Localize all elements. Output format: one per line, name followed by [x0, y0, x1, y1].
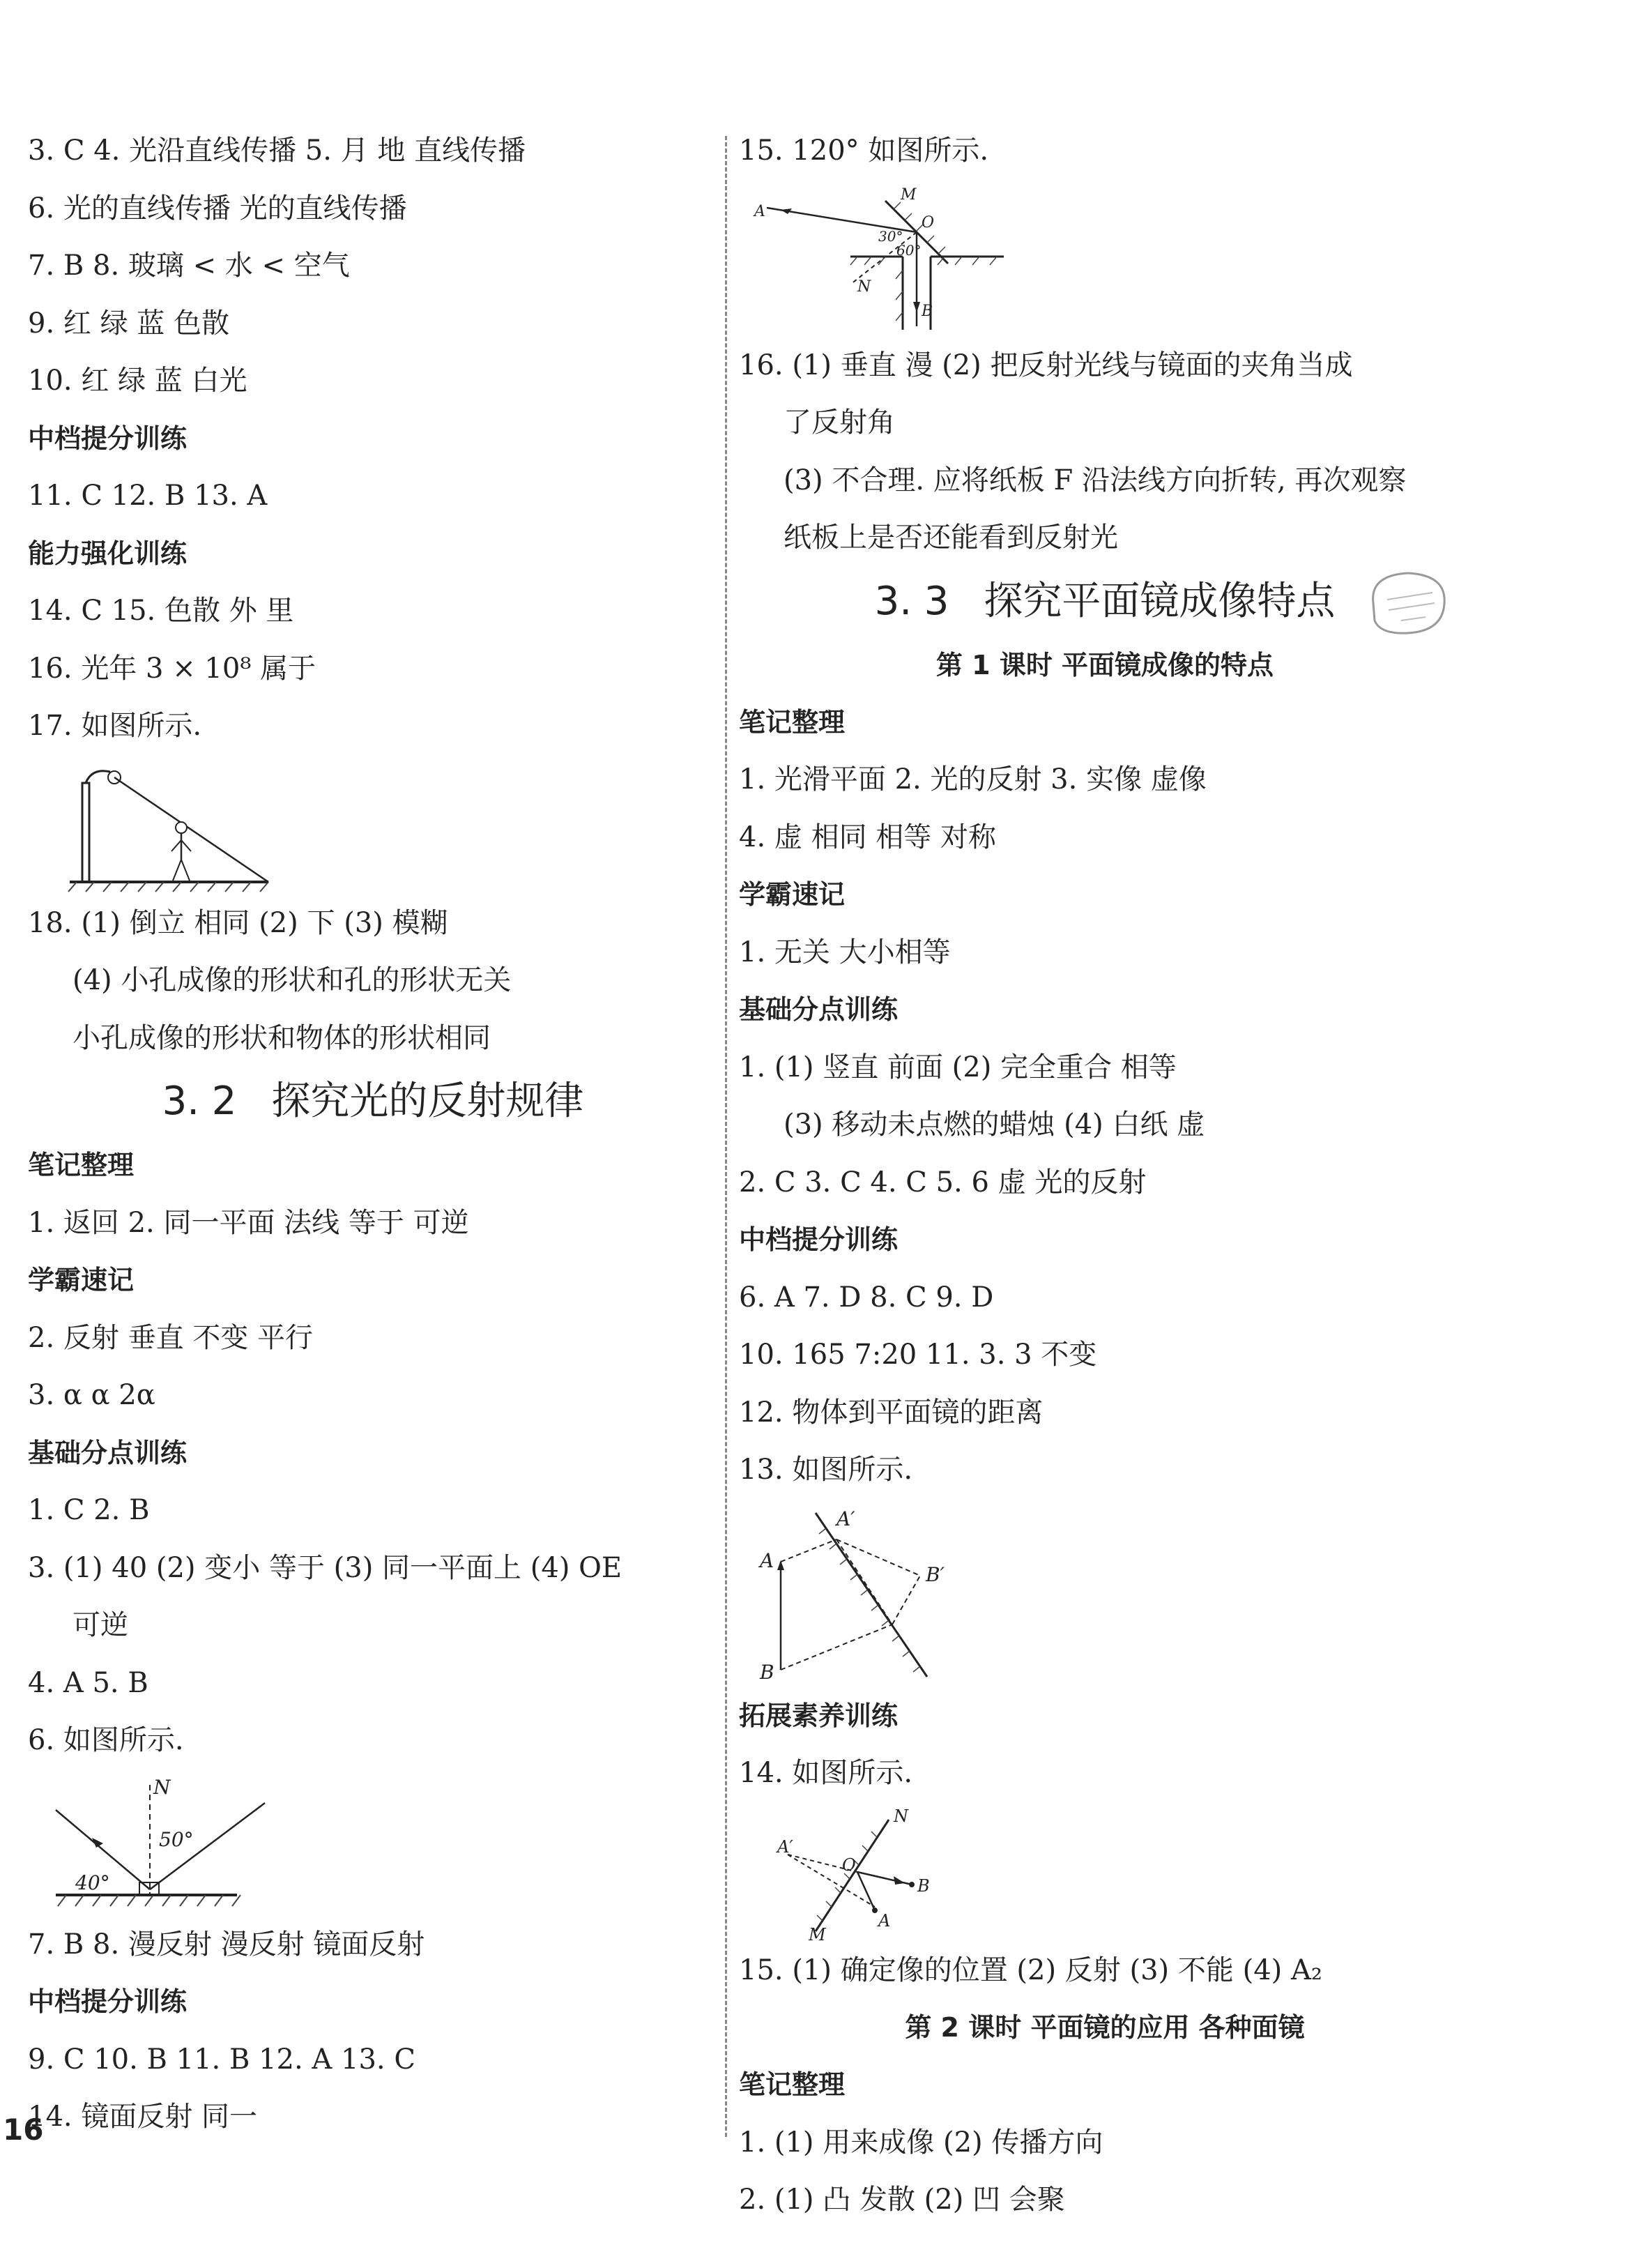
- answer-line: 9. 红 绿 蓝 色散: [28, 307, 230, 340]
- fig6-label: 40°: [75, 1871, 110, 1894]
- answer-line: 纸板上是否还能看到反射光: [784, 522, 1118, 554]
- section-heading: 中档提分训练: [739, 1224, 899, 1255]
- answer-line: 3. α α 2α: [28, 1379, 155, 1411]
- answer-line: 1. 光滑平面 2. 光的反射 3. 实像 虚像: [739, 763, 1207, 796]
- section-heading: 学霸速记: [28, 1265, 135, 1295]
- answer-line: 4. 虚 相同 相等 对称: [739, 821, 997, 853]
- answer-line: 了反射角: [784, 406, 895, 439]
- answer-line: 16. 光年 3 × 10⁸ 属于: [28, 652, 316, 685]
- answer-line: 2. C 3. C 4. C 5. 6 虚 光的反射: [739, 1166, 1147, 1198]
- answer-line: (3) 移动未点燃的蜡烛 (4) 白纸 虚: [784, 1109, 1205, 1141]
- answer-line: 10. 165 7:20 11. 3. 3 不变: [739, 1339, 1097, 1371]
- answer-line: 1. (1) 用来成像 (2) 传播方向: [739, 2126, 1103, 2159]
- lesson-title: 第 1 课时 平面镜成像的特点: [935, 649, 1274, 680]
- fig13-label: B′: [926, 1562, 945, 1586]
- fig15-label: A: [754, 202, 765, 220]
- answer-line: 2. 反射 垂直 不变 平行: [28, 1321, 314, 1354]
- answer-line: 可逆: [72, 1609, 128, 1641]
- answer-line: 7. B 8. 漫反射 漫反射 镜面反射: [28, 1928, 425, 1961]
- fig15-label: O: [922, 213, 935, 231]
- answer-line: 15. 120° 如图所示.: [739, 135, 989, 167]
- answer-line: 1. 返回 2. 同一平面 法线 等于 可逆: [28, 1206, 469, 1239]
- answer-line: 6. 光的直线传播 光的直线传播: [28, 192, 407, 224]
- mirror-image-figure: [739, 1499, 1018, 1687]
- answer-line: (4) 小孔成像的形状和孔的形状无关: [72, 964, 512, 996]
- fig14-label: A′: [777, 1836, 793, 1857]
- answer-line: 11. C 12. B 13. A: [28, 480, 268, 512]
- answer-line: 6. A 7. D 8. C 9. D: [739, 1281, 994, 1314]
- answer-line: 17. 如图所示.: [28, 710, 202, 742]
- section-name: 探究平面镜成像特点: [984, 578, 1336, 624]
- answer-line: 9. C 10. B 11. B 12. A 13. C: [28, 2043, 415, 2076]
- answer-line: 14. C 15. 色散 外 里: [28, 595, 294, 627]
- answer-line: 14. 镜面反射 同一: [28, 2101, 258, 2133]
- section-heading: 基础分点训练: [28, 1437, 188, 1468]
- section-heading: 学霸速记: [739, 879, 846, 910]
- fig14-label: B: [917, 1875, 930, 1896]
- answer-line: 3. C 4. 光沿直线传播 5. 月 地 直线传播: [28, 135, 526, 167]
- fig14-label: O: [842, 1855, 856, 1875]
- answer-line: 2. (1) 凸 发散 (2) 凹 会聚: [739, 2184, 1065, 2216]
- streetlight-shadow-figure: [28, 755, 307, 895]
- fig15-label: 30°: [878, 227, 903, 245]
- answer-line: 1. 无关 大小相等: [739, 936, 951, 968]
- fig6-label: N: [153, 1775, 171, 1799]
- fig14-label: N: [894, 1806, 908, 1826]
- answer-line: 7. B 8. 玻璃 < 水 < 空气: [28, 250, 350, 282]
- answer-line: 3. (1) 40 (2) 变小 等于 (3) 同一平面上 (4) OE: [28, 1551, 622, 1584]
- answer-line: 12. 物体到平面镜的距离: [739, 1396, 1044, 1429]
- answer-line: 小孔成像的形状和物体的形状相同: [72, 1021, 491, 1054]
- mirror-reflection-figure: [739, 1802, 1018, 1942]
- section-name: 探究光的反射规律: [271, 1079, 584, 1124]
- answer-line: 4. A 5. B: [28, 1666, 148, 1699]
- answer-line: 15. (1) 确定像的位置 (2) 反射 (3) 不能 (4) A₂: [739, 1954, 1322, 1986]
- section-heading: 基础分点训练: [739, 994, 899, 1025]
- lesson-title: 第 2 课时 平面镜的应用 各种面镜: [905, 2012, 1305, 2043]
- fig15-label: 60°: [896, 241, 922, 259]
- page-number: 16: [3, 2113, 44, 2147]
- section-number: 3. 3: [874, 578, 949, 624]
- section-heading: 拓展素养训练: [739, 1700, 899, 1731]
- answer-line: 16. (1) 垂直 漫 (2) 把反射光线与镜面的夹角当成: [739, 349, 1353, 381]
- section-heading: 笔记整理: [28, 1150, 135, 1180]
- answer-line: 6. 如图所示.: [28, 1724, 184, 1756]
- answer-line: 1. C 2. B: [28, 1494, 150, 1526]
- decorative-stamp: [1359, 565, 1457, 641]
- section-heading: 中档提分训练: [28, 1986, 188, 2017]
- fig15-label: M: [901, 185, 917, 204]
- section-number: 3. 2: [162, 1079, 237, 1124]
- right-column: [739, 122, 1471, 2229]
- periscope-reflection-figure: [739, 180, 1032, 337]
- answer-line: 10. 红 绿 蓝 白光: [28, 365, 247, 397]
- answer-line: (3) 不合理. 应将纸板 F 沿法线方向折转, 再次观察: [784, 464, 1407, 496]
- answer-line: 1. (1) 竖直 前面 (2) 完全重合 相等: [739, 1051, 1177, 1083]
- column-divider: [725, 136, 727, 2137]
- answer-line: 14. 如图所示.: [739, 1757, 913, 1789]
- section-heading: 中档提分训练: [28, 423, 188, 454]
- fig15-label: B: [922, 302, 933, 320]
- section-heading: 笔记整理: [739, 2069, 846, 2100]
- fig14-label: M: [809, 1924, 826, 1942]
- section-title-3-2: [28, 1067, 718, 1136]
- fig15-label: N: [857, 277, 871, 296]
- answer-line: 18. (1) 倒立 相同 (2) 下 (3) 模糊: [28, 906, 448, 939]
- section-heading: 笔记整理: [739, 706, 846, 738]
- fig13-label: B: [760, 1660, 774, 1684]
- fig13-label: A: [760, 1548, 774, 1572]
- fig13-label: A′: [836, 1507, 855, 1530]
- fig6-label: 50°: [159, 1827, 194, 1851]
- section-heading: 能力强化训练: [28, 538, 188, 569]
- answer-line: 13. 如图所示.: [739, 1454, 913, 1486]
- fig14-label: A: [878, 1910, 891, 1931]
- left-column: [28, 122, 718, 2146]
- reflection-angle-figure: [28, 1770, 307, 1916]
